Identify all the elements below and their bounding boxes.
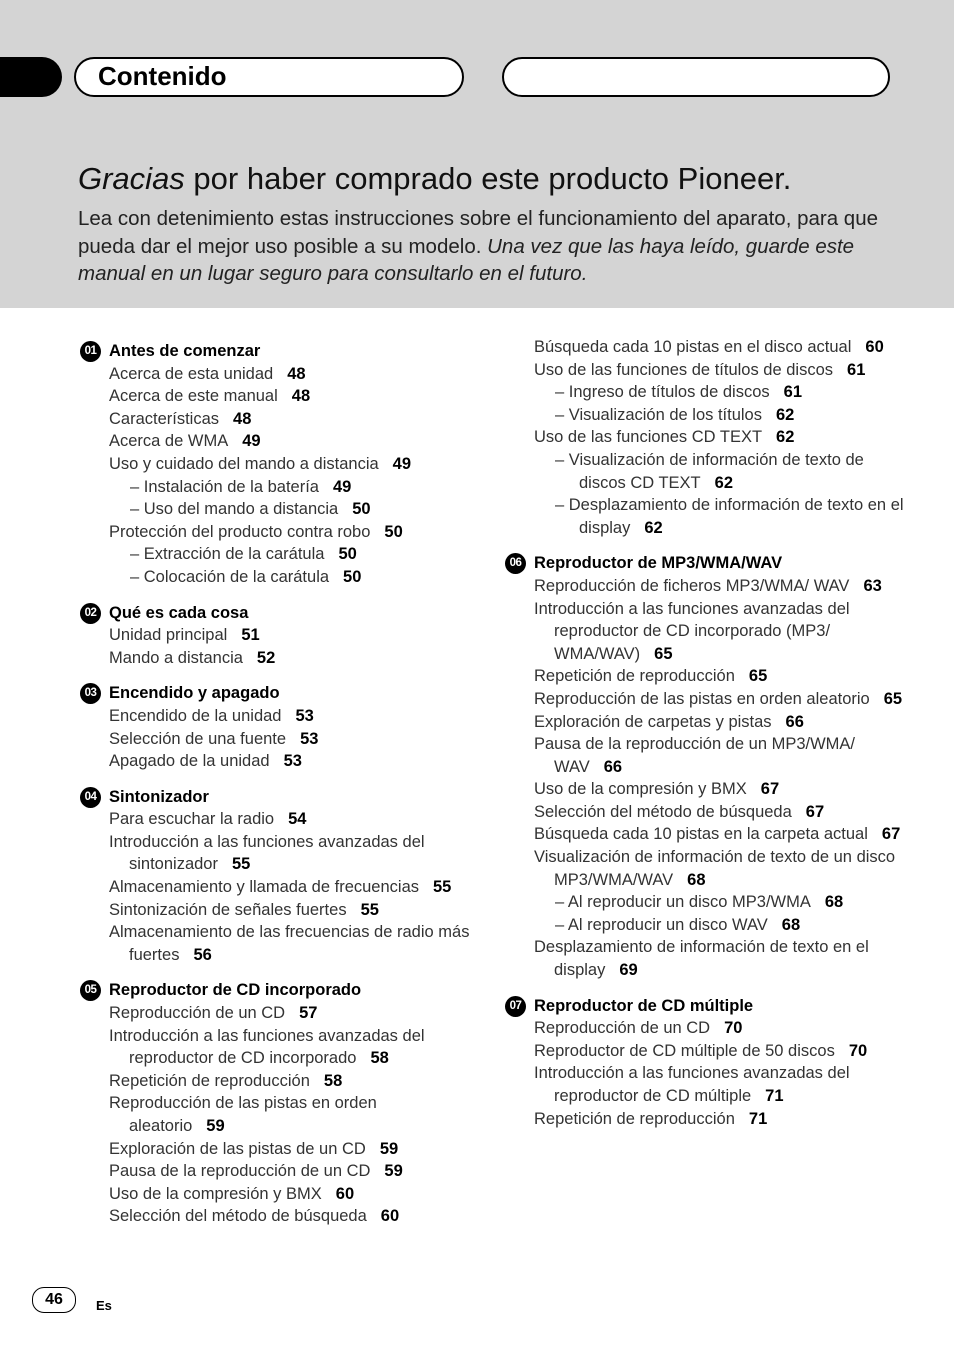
toc-entry[interactable] — [505, 801, 905, 824]
toc-entry-text: Reproducción de un CD — [534, 1019, 711, 1038]
section-tab-marker — [0, 57, 62, 97]
toc-entry-text: – Ingreso de títulos de discos — [555, 383, 770, 402]
toc-entry[interactable] — [80, 385, 470, 408]
page-number: 46 — [32, 1287, 76, 1313]
toc-entry-text: Apagado de la unidad — [109, 752, 270, 771]
chapter-heading[interactable] — [80, 786, 470, 809]
toc-page-number: 70 — [724, 1019, 743, 1038]
toc-entry[interactable] — [505, 359, 905, 382]
toc-page-number: 51 — [241, 626, 260, 645]
toc-entry-text: – Instalación de la batería — [130, 477, 319, 496]
toc-page-number: 67 — [805, 802, 825, 821]
toc-entry[interactable] — [80, 1138, 470, 1161]
toc-entry[interactable] — [80, 647, 470, 670]
toc-entry-text: Visualización de información de texto de un disco MP3/WMA/WAV — [534, 848, 896, 889]
toc-entry[interactable] — [80, 831, 470, 876]
chapter-title: Reproductor de CD múltiple — [534, 996, 754, 1015]
toc-entry[interactable] — [505, 846, 905, 891]
chapter-heading[interactable] — [80, 682, 470, 705]
toc-entry[interactable] — [80, 899, 470, 922]
toc-entry-text: Selección del método de búsqueda — [109, 1207, 367, 1226]
toc-entry-text: – Desplazamiento de información de texto en el display — [555, 496, 904, 537]
toc-page-number: 50 — [352, 500, 371, 519]
toc-entry[interactable] — [80, 1092, 470, 1137]
toc-page-number: 48 — [291, 387, 311, 406]
empty-title-frame — [502, 57, 890, 97]
toc-page-number: 66 — [785, 712, 804, 731]
toc-entry-text: Repetición de reproducción — [534, 1109, 735, 1128]
toc-entry[interactable] — [80, 1070, 470, 1093]
toc-entry-text: Sintonización de señales fuertes — [109, 900, 347, 919]
toc-page-number: 58 — [323, 1071, 343, 1090]
toc-page-number: 49 — [332, 477, 352, 496]
toc-page-number: 50 — [343, 567, 362, 586]
toc-entry-text: Selección del método de búsqueda — [534, 802, 792, 821]
chapter-number-badge: 05 — [80, 980, 101, 1001]
toc-entry-text: Introducción a las funciones avanzadas del reproductor de CD múltiple — [534, 1064, 850, 1105]
toc-page-number: 53 — [283, 752, 302, 771]
toc-entry-text: Reproducción de ficheros MP3/WMA/ WAV — [534, 576, 850, 595]
toc-left-column — [80, 340, 470, 1228]
toc-entry-text: – Colocación de la carátula — [130, 567, 330, 586]
language-code: Es — [96, 1298, 112, 1313]
toc-subentry[interactable] — [505, 914, 905, 937]
toc-subentry[interactable] — [80, 543, 470, 566]
toc-entry-text: Pausa de la reproducción de un MP3/WMA/ WAV — [534, 735, 856, 776]
toc-page-number: 55 — [433, 878, 452, 897]
toc-entry[interactable] — [80, 363, 470, 386]
toc-entry-text: – Al reproducir un disco MP3/WMA — [555, 893, 811, 912]
toc-page-number: 53 — [300, 729, 319, 748]
chapter-title: Sintonizador — [109, 787, 209, 806]
toc-entry-text: Exploración de carpetas y pistas — [534, 712, 772, 731]
toc-entry[interactable] — [80, 876, 470, 899]
toc-page-number: 55 — [231, 855, 251, 874]
toc-page-number: 61 — [847, 360, 866, 379]
chapter-title: Antes de comenzar — [109, 342, 261, 360]
toc-page-number: 69 — [619, 961, 638, 980]
toc-page-number: 62 — [776, 428, 795, 447]
toc-subentry[interactable] — [80, 566, 470, 589]
toc-subentry[interactable] — [505, 449, 905, 494]
toc-entry-text: Búsqueda cada 10 pistas en el disco actual — [534, 338, 852, 356]
toc-entry-text: – Visualización de los títulos — [555, 405, 762, 424]
toc-entry[interactable] — [505, 688, 905, 711]
toc-entry-text: Almacenamiento de las frecuencias de radio más fuertes — [109, 923, 470, 964]
toc-page-number: 53 — [295, 706, 314, 725]
toc-page-number: 60 — [380, 1207, 400, 1226]
toc-page-number: 65 — [748, 667, 768, 686]
toc-subentry[interactable] — [505, 494, 905, 539]
toc-entry[interactable] — [505, 665, 905, 688]
intro-italic-text: Una vez que las haya leído, guarde este manual en un lugar seguro para consultarlo en el futuro. — [78, 234, 855, 285]
toc-page-number: 56 — [193, 945, 212, 964]
toc-page-number: 67 — [881, 825, 901, 844]
toc-page-number: 54 — [288, 810, 307, 829]
thank-you-headline — [78, 160, 791, 198]
toc-page-number: 60 — [335, 1184, 355, 1203]
toc-entry[interactable] — [80, 624, 470, 647]
chapter-number-badge: 04 — [80, 787, 101, 808]
toc-page-number: 50 — [338, 545, 357, 564]
chapter-title: Encendido y apagado — [109, 684, 280, 703]
toc-entry[interactable] — [505, 598, 905, 666]
headline-italic: Gracias — [78, 161, 185, 196]
chapter-number-badge: 07 — [505, 996, 526, 1017]
toc-entry[interactable] — [80, 705, 470, 728]
toc-page-number: 62 — [644, 518, 663, 537]
toc-page-number: 68 — [687, 870, 706, 889]
toc-entry-text: Repetición de reproducción — [534, 667, 735, 686]
toc-entry[interactable] — [505, 936, 905, 981]
toc-entry-text: – Extracción de la carátula — [130, 545, 325, 564]
toc-page-number: 50 — [384, 522, 403, 541]
headline-rest: por haber comprado este producto Pioneer. — [184, 161, 792, 196]
toc-page-number: 65 — [654, 644, 673, 663]
toc-entry[interactable] — [80, 1002, 470, 1025]
chapter-heading[interactable] — [80, 340, 470, 363]
toc-page-number: 65 — [883, 689, 903, 708]
chapter-number-badge: 03 — [80, 683, 101, 704]
toc-page-number: 70 — [848, 1041, 868, 1060]
toc-subentry[interactable] — [80, 476, 470, 499]
toc-entry-text: Selección de una fuente — [109, 729, 287, 748]
toc-entry-text: Uso de las funciones de títulos de discos — [534, 360, 834, 379]
chapter-title: Qué es cada cosa — [109, 603, 249, 622]
toc-page-number: 66 — [603, 757, 623, 776]
toc-subentry[interactable] — [505, 404, 905, 427]
section-title: Contenido — [98, 61, 227, 91]
toc-entry-text: Acerca de esta unidad — [109, 364, 274, 383]
toc-entry-text: Acerca de este manual — [109, 387, 278, 406]
toc-subentry[interactable] — [505, 891, 905, 914]
toc-entry[interactable] — [505, 823, 905, 846]
toc-page-number: 49 — [242, 432, 261, 451]
toc-entry[interactable] — [80, 408, 470, 431]
toc-right-column — [505, 336, 905, 1130]
toc-entry-text: Búsqueda cada 10 pistas en la carpeta actual — [534, 825, 868, 844]
chapter-number-badge: 02 — [80, 603, 101, 624]
toc-page-number: 68 — [781, 915, 801, 934]
toc-entry[interactable] — [80, 808, 470, 831]
toc-entry[interactable] — [505, 1062, 905, 1107]
toc-entry-text: – Uso del mando a distancia — [130, 500, 339, 519]
toc-entry-text: Características — [109, 409, 220, 428]
toc-entry[interactable] — [505, 426, 905, 449]
toc-entry-text: Uso de la compresión y BMX — [534, 780, 747, 799]
toc-entry-text: Desplazamiento de información de texto en el display — [534, 938, 869, 980]
toc-entry-text: Introducción a las funciones avanzadas del reproductor de CD incorporado (MP3/ WMA/WAV) — [534, 599, 850, 663]
toc-entry-text: Introducción a las funciones avanzadas del reproductor de CD incorporado — [109, 1026, 425, 1068]
toc-entry-text: Encendido de la unidad — [109, 706, 282, 725]
toc-entry-text: Introducción a las funciones avanzadas del sintonizador — [109, 832, 425, 874]
toc-entry-text: Repetición de reproducción — [109, 1071, 310, 1090]
toc-entry[interactable] — [80, 1205, 470, 1228]
intro-text: Lea con detenimiento estas instrucciones sobre el funcionamiento del aparato, para que pueda dar el mejor uso posible a su modelo. — [78, 207, 879, 258]
toc-page-number: 52 — [256, 648, 276, 667]
toc-entry-text: – Visualización de información de texto de discos CD TEXT — [555, 450, 864, 492]
toc-entry-text: Uso de la compresión y BMX — [109, 1184, 322, 1203]
toc-entry[interactable] — [505, 1108, 905, 1131]
toc-entry-text: Uso y cuidado del mando a distancia — [109, 454, 379, 473]
toc-page-number: 61 — [783, 383, 802, 402]
toc-entry[interactable] — [505, 575, 905, 598]
toc-entry-text: Para escuchar la radio — [109, 810, 275, 829]
toc-entry-text: Unidad principal — [109, 626, 228, 645]
toc-entry-text: Protección del producto contra robo — [109, 522, 371, 541]
toc-page-number: 55 — [360, 900, 379, 919]
toc-entry-text: Reproducción de las pistas en orden aleatorio — [534, 689, 870, 708]
toc-entry-text: Reproducción de un CD — [109, 1004, 286, 1023]
chapter-title: Reproductor de CD incorporado — [109, 981, 362, 1000]
toc-page-number: 71 — [748, 1109, 768, 1128]
toc-entry-text: Almacenamiento y llamada de frecuencias — [109, 878, 419, 897]
toc-page-number: 63 — [863, 576, 882, 595]
toc-entry[interactable] — [505, 778, 905, 801]
toc-entry[interactable] — [80, 921, 470, 966]
toc-page-number: 71 — [765, 1087, 784, 1105]
toc-page-number: 62 — [775, 405, 795, 424]
toc-entry-text: Mando a distancia — [109, 648, 243, 667]
toc-entry-text: Reproductor de CD múltiple de 50 discos — [534, 1041, 835, 1060]
toc-entry-text: Uso de las funciones CD TEXT — [534, 428, 763, 447]
toc-entry[interactable] — [80, 750, 470, 773]
toc-page-number: 49 — [392, 454, 412, 473]
chapter-heading[interactable] — [80, 602, 470, 625]
toc-page-number: 67 — [760, 780, 780, 799]
toc-page-number: 59 — [206, 1117, 225, 1135]
toc-entry-text: Reproducción de las pistas en orden aleatorio — [109, 1094, 377, 1135]
toc-page-number: 59 — [379, 1139, 399, 1158]
toc-entry[interactable] — [80, 430, 470, 453]
toc-entry[interactable] — [80, 1025, 470, 1070]
toc-entry[interactable] — [80, 728, 470, 751]
toc-entry[interactable] — [505, 711, 905, 734]
toc-subentry[interactable] — [505, 381, 905, 404]
toc-entry[interactable] — [505, 733, 905, 778]
chapter-heading[interactable] — [505, 552, 905, 575]
toc-page-number: 68 — [824, 893, 844, 912]
chapter-heading[interactable] — [80, 979, 470, 1002]
toc-page-number: 62 — [714, 473, 733, 492]
intro-paragraph — [78, 205, 918, 288]
chapter-number-badge: 01 — [80, 341, 101, 362]
toc-page-number: 57 — [299, 1004, 318, 1023]
chapter-title: Reproductor de MP3/WMA/WAV — [534, 554, 783, 573]
toc-entry[interactable] — [80, 521, 470, 544]
toc-entry-text: Pausa de la reproducción de un CD — [109, 1162, 371, 1181]
toc-entry[interactable] — [80, 453, 470, 476]
toc-page-number: 60 — [865, 338, 884, 356]
toc-page-number: 59 — [384, 1162, 403, 1181]
chapter-heading[interactable] — [505, 995, 905, 1018]
toc-entry-text: – Al reproducir un disco WAV — [555, 915, 768, 934]
toc-page-number: 48 — [233, 409, 252, 428]
chapter-number-badge: 06 — [505, 553, 526, 574]
toc-entry-text: Acerca de WMA — [109, 432, 229, 451]
toc-entry[interactable] — [505, 1040, 905, 1063]
toc-entry[interactable] — [505, 1017, 905, 1040]
toc-page-number: 58 — [370, 1049, 389, 1068]
toc-entry[interactable] — [80, 1160, 470, 1183]
toc-subentry[interactable] — [80, 498, 470, 521]
toc-page-number: 48 — [287, 364, 306, 383]
toc-entry-text: Exploración de las pistas de un CD — [109, 1139, 366, 1158]
toc-entry[interactable] — [80, 1183, 470, 1206]
toc-entry[interactable] — [505, 336, 905, 359]
